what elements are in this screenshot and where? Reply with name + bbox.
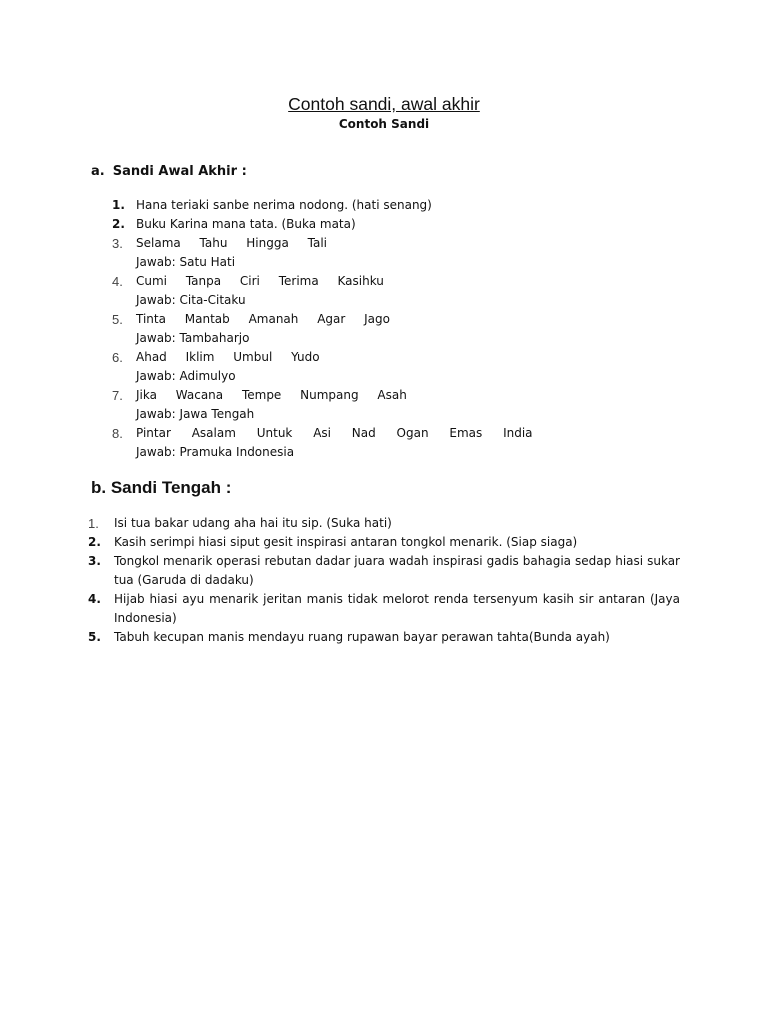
item-text: Selama Tahu Hingga Tali	[136, 236, 327, 250]
item-answer: Jawab: Tambaharjo	[136, 331, 250, 345]
section-b-list	[88, 514, 680, 647]
section-a-heading	[91, 164, 247, 179]
item-number: 3.	[88, 554, 101, 568]
list-item	[112, 310, 533, 348]
list-item	[112, 196, 533, 215]
item-text: Buku Karina mana tata. (Buka mata)	[136, 217, 356, 231]
item-number: 5.	[112, 312, 123, 327]
list-item	[88, 628, 680, 647]
item-text: Hana teriaki sanbe nerima nodong. (hati senang)	[136, 198, 432, 212]
item-number: 3.	[112, 236, 123, 251]
item-number: 1.	[112, 198, 125, 212]
item-text: Tinta Mantab Amanah Agar Jago	[136, 312, 390, 326]
item-number: 2.	[112, 217, 125, 231]
item-text: Cumi Tanpa Ciri Terima Kasihku	[136, 274, 384, 288]
item-answer: Jawab: Adimulyo	[136, 369, 236, 383]
list-item	[112, 386, 533, 424]
item-number: 2.	[88, 535, 101, 549]
item-answer: Jawab: Jawa Tengah	[136, 407, 255, 421]
item-answer: Jawab: Pramuka Indonesia	[136, 445, 295, 459]
item-number: 8.	[112, 426, 123, 441]
item-number: 6.	[112, 350, 123, 365]
item-text: Jika Wacana Tempe Numpang Asah	[136, 388, 407, 402]
document-title: Contoh sandi, awal akhir	[288, 94, 480, 114]
section-a-heading-text: Sandi Awal Akhir :	[112, 164, 247, 179]
list-item	[112, 272, 533, 310]
section-a-list	[112, 196, 533, 462]
item-number: 5.	[88, 630, 101, 644]
list-item	[112, 424, 533, 462]
list-item	[88, 514, 680, 533]
item-number: 4.	[88, 592, 101, 606]
item-answer: Jawab: Satu Hati	[136, 255, 236, 269]
list-item	[88, 533, 680, 552]
document-subtitle: Contoh Sandi	[338, 117, 430, 131]
item-number: 1.	[88, 516, 99, 531]
list-item	[88, 590, 680, 628]
item-text: Isi tua bakar udang aha hai itu sip. (Suka hati)	[114, 516, 392, 530]
section-b-heading: b. Sandi Tengah :	[91, 478, 232, 497]
list-item	[112, 234, 533, 272]
item-text: Pintar Asalam Untuk Asi Nad Ogan Emas India	[136, 426, 533, 440]
item-number: 4.	[112, 274, 123, 289]
item-number: 7.	[112, 388, 123, 403]
item-text: Ahad Iklim Umbul Yudo	[136, 350, 320, 364]
item-text: Tongkol menarik operasi rebutan dadar juara wadah inspirasi gadis bahagia sedap hiasi sukar tua (Garuda di dadaku)	[114, 554, 680, 587]
list-item	[88, 552, 680, 590]
list-item	[112, 348, 533, 386]
item-text: Tabuh kecupan manis mendayu ruang rupawan bayar perawan tahta(Bunda ayah)	[114, 630, 610, 644]
item-text: Hijab hiasi ayu menarik jeritan manis tidak melorot renda tersenyum kasih sir antaran (Jaya Indonesia)	[114, 592, 680, 625]
list-item	[112, 215, 533, 234]
item-text: Kasih serimpi hiasi siput gesit inspirasi antaran tongkol menarik. (Siap siaga)	[114, 535, 578, 549]
item-answer: Jawab: Cita-Citaku	[136, 293, 246, 307]
section-a-marker: a.	[91, 164, 105, 179]
